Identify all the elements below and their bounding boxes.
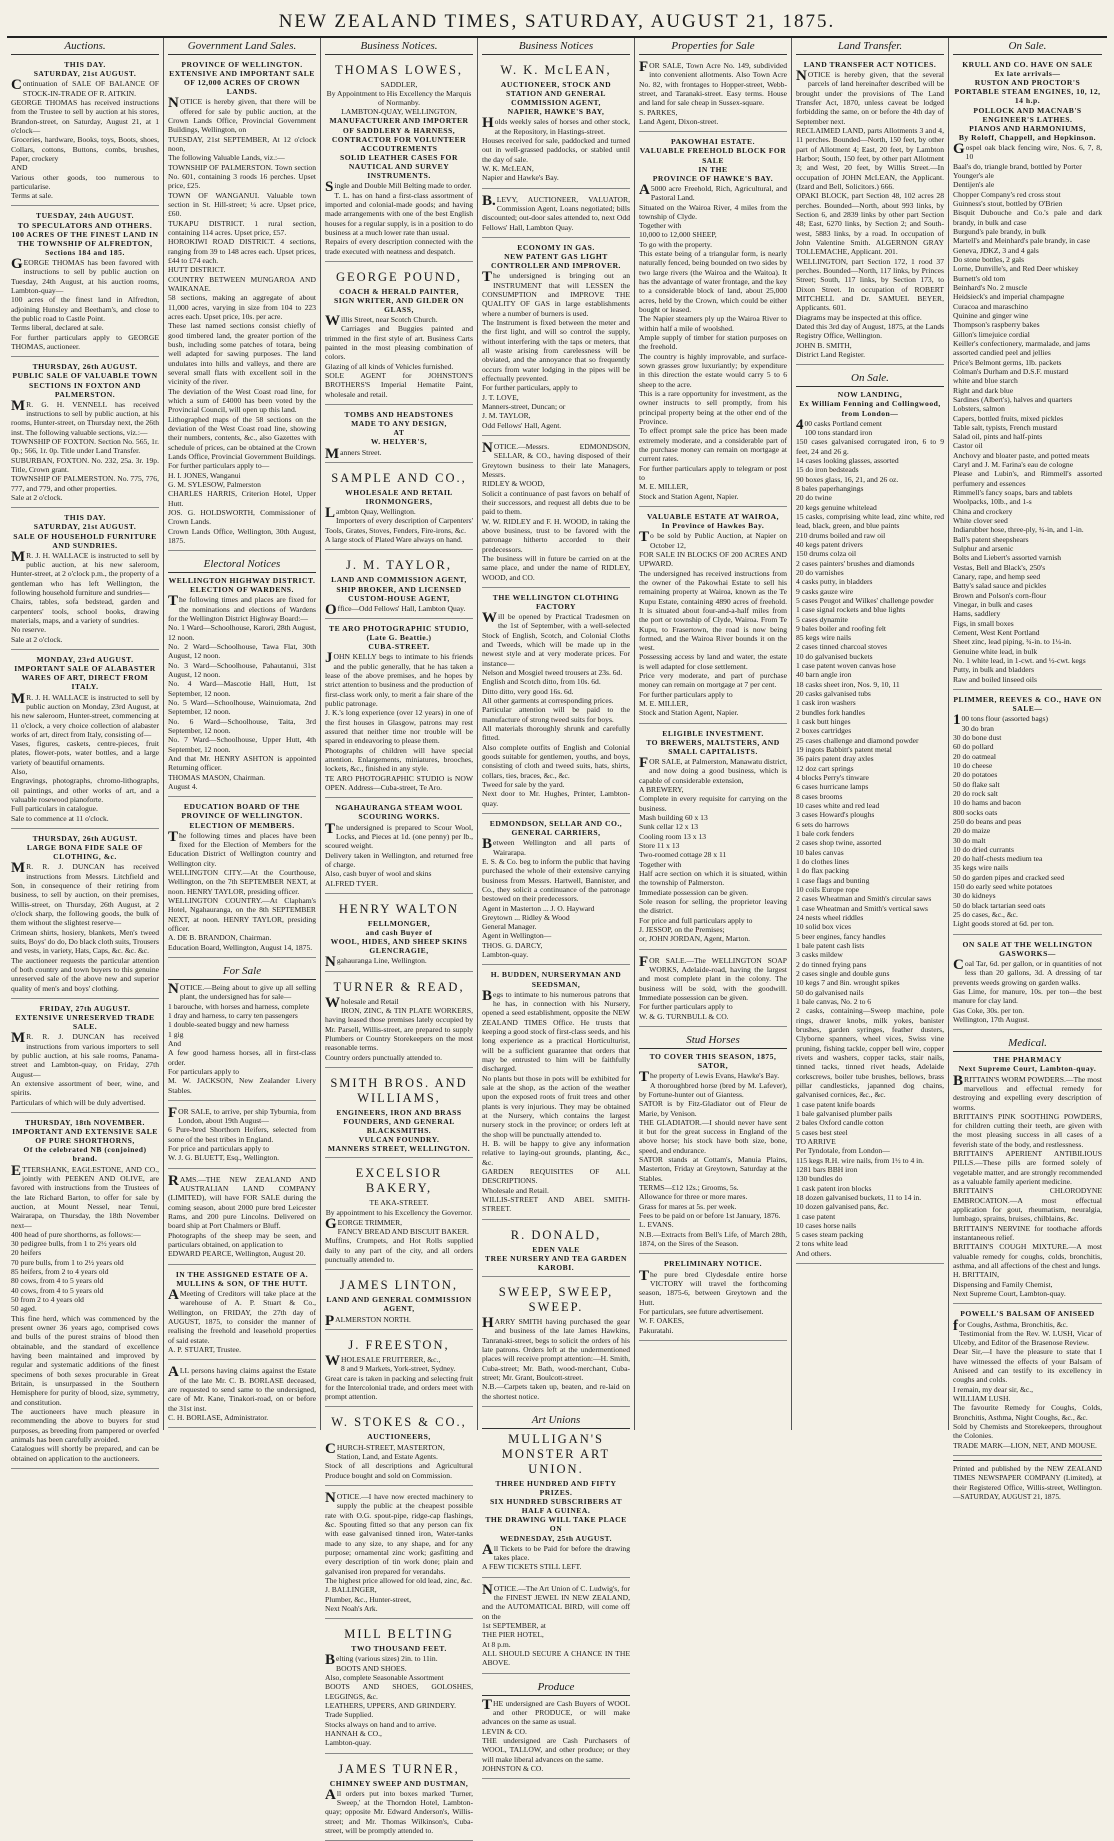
advertisement <box>168 58 316 551</box>
ad-headline: LAND TRANSFER ACT NOTICES. <box>803 60 937 69</box>
ad-body: NOTICE is hereby given, that there will be offered for sale by public auction, at the Crown Lands Office, Provincial Government Buildings, Wellington, on TUESDAY, 21st SEPTEMBER, At 12 o'clock noon, The following Valuable Lands, viz.:— TOWNSHIP OF PALMERSTON. Town section No. 601, containing 3 roods 16 perches. Upset price, £25. TOWN OF WANGANUI. Valuable town section in St. Hill-street; ¼ acre. Upset price, £60. TUKAPU DISTRICT. 1 rural section, containing 114 acres. Upset price, £57. HOROKIWI ROAD DISTRICT. 4 sections, ranging from 39 to 148 acres each. Upset prices, £44 to £74 each. HUTT DISTRICT. COUNTRY BETWEEN MUNGAROA AND WAIKANAE. 58 sections, making an aggregate of about 11,000 acres, varying in size from 104 to 223 acres each. Upset price, 10s. per acre. These last named sections consist chiefly of good timbered land, the greater portion of the bush, including some patches of totara, being well adapted for sawing purposes. The land undulates into hills and valleys, and there are several small flats with excellent soil in the vicinity of the river. The deviation of the West Coast road line, for which a sum of £4000 has been voted by the Provincial Council, will open up this land. Lithographed maps of the 58 sections on the deviation of the West Coast road line, showing their numbers, contents, &c., also Gazettes with schedule of prices, can be obtained at the Crown Lands Office, Provincial Government Buildings. For further particulars apply to— H. I. JONES, Wanganui G. M. SYLESOW, Palmerston CHARLES HARRIS, Criterion Hotel, Upper Hutt. JOS. G. HOLDSWORTH, Commissioner of Crown Lands. Crown Lands Office, Wellington, 30th August, 1875. <box>168 95 316 545</box>
ad-headline: THURSDAY, 26th AUGUST. PUBLIC SALE OF VALUABLE TOWN SECTIONS IN FOXTON AND PALMERSTON. <box>12 362 158 399</box>
ad-headline: VALUABLE ESTATE AT WAIROA, In Province of Hawkes Bay. <box>646 512 779 531</box>
ad-body: THE undersigned are Cash Buyers of WOOL and other PRODUCE, or will make advances on the same as usual. LEVIN & CO. THE undersigned are Cash Purchasers of WOOL, TALLOW, and other produce; or they will make liberal advances on the same. JOHNSTON & CO. <box>482 1696 630 1773</box>
column-heading: Auctions. <box>11 38 159 55</box>
ad-headline: H. BUDDEN, NURSERYMAN AND SEEDSMAN, <box>490 970 622 989</box>
ad-body: The property of Lewis Evans, Hawke's Bay. A thoroughbred horse (bred by M. Lafever), by Fortune-hunter out of Giantess. SATOR is by Fitz-Gladiator out of Fleur de Marie, by Venison. THE GLADIATOR.—I should never have sent it but for the great success in England of the above horse; his stock have both size, bone, speed, and endurance. SATOR stands at Cottam's, Manuia Plains, Masterton, Friday at Greytown, Saturday at the Stables. TERMS—£12 12s.; Grooms, 5s. Allowance for three or more mares. Grass for mares at 5s. per week. Fees to be paid on or before 1st January, 1876. L. EVANS. N.B.—Extracts from Bell's Life, of March 28th, 1874, on the Sires of the Season. <box>639 1069 787 1249</box>
ad-body: FOR SALE, at Palmerston, Manawatu district, and now doing a good business, which is capable of considerable extension, A BREWERY, Complete in every requisite for carrying on the business. Mash building 60 x 13 Sunk cellar 12 x 13 Cooling room 13 x 13 Store 11 x 13 Two-roomed cottage 28 x 11 Together with Half acre section on which it is situated, within the township of Palmerston. Immediate possession can be given. Sole reason for selling, the proprietor leaving the district. For price and full particulars apply to J. JESSOP, on the Premises; or, JOHN JORDAN, Agent, Marton. <box>639 755 787 944</box>
ad-body: To be sold by Public Auction, at Napier on October 12, FOR SALE IN BLOCKS OF 200 ACRES AND UPWARD. The undersigned has received instructions from the owner of the Pakowhai Estate to sell his remaining property at Wairoa, known as the Te Kupu Estate, containing 4890 acres of freehold. It is situated about four-and-a-half miles from the port or township of Clyde, Wairoa. From Te Kupu, to Frasertown, the road is now being formed, and the Wairoa River bounds it on the west. Possessing access by land and water, the estate is well adapted for close settlement. Price very moderate, and part of purchase money can remain on mortgage at 7 per cent. For further particulars apply to M. E. MILLER, Stock and Station Agent, Napier. <box>639 529 787 718</box>
advertiser-subtitle: TE AKA-STREET. By appointment to his Excellency the Governor. <box>325 1198 473 1217</box>
column-1 <box>7 38 164 1463</box>
section-heading: Produce <box>482 1679 630 1696</box>
advertiser-name: W. K. McLEAN, <box>500 63 612 77</box>
ad-body: MR. R. J. DUNCAN has received instructions from Messrs. Litchfield and Son, in consequence of their retiring from business, to sell by auction, on their premises, Willis-street, on Thursday, 26th August, at 2 o'clock sharp, the following goods, the bulk of them without the slightest reserve— Crimean shirts, hosiery, blankets, Men's tweed suits, Boys' do do, Do black cloth suits, Trousers and vests, in variety, Hats, Caps, &c. &c. &c. The auctioneer requests the particular attention of both country and town buyers to this genuine unreserved sale of the above new and superior quality of men's and boys' clothing. <box>11 860 159 993</box>
ad-body: RAMS.—THE NEW ZEALAND AND AUSTRALIAN LAND COMPANY (LIMITED), will have FOR SALE during the coming season, about 2000 pure bred Leicester Rams, and 200 pure Lincolns. Delivered on board ship at Port Chalmers or Bluff. Photographs of the sheep may be seen, and particulars obtained, on application to EDWARD PEARCE, Wellington, August 20. <box>168 1172 316 1259</box>
advertisement <box>639 1030 787 1254</box>
imprint <box>953 1460 1102 1501</box>
ad-headline: WHOLESALE AND RETAIL IRONMONGERS, <box>345 487 453 506</box>
ad-body: AMeeting of Creditors will take place at the warehouse of A. P. Stuart & Co., Wellington, on FRIDAY, the 27th day of AUGUST, 1875, to consider the manner of realising the freehold and leasehold properties of said estate. A. P. STUART, Trustee. <box>168 1286 316 1354</box>
advertisement <box>168 1104 316 1169</box>
advertiser-name: THOMAS LOWES, <box>334 63 464 77</box>
advertiser-name: J. M. TAYLOR, <box>346 558 452 573</box>
advertisement <box>325 1622 473 1753</box>
column-2 <box>164 38 321 1430</box>
advertisement <box>482 1410 630 1578</box>
ad-body: Will be opened by Practical Tradesmen on the 1st of September, with a well-selected Stock of English, Scotch, and Colonial Cloths and Tweeds, which will be made up in the newest style and at very moderate prices. For instance— Nelson and Mosgiel tweed trousers at 23s. 6d. English and Scotch ditto, from 10s. 6d. Ditto ditto, very good 16s. 6d. All other garments at corresponding prices. Particular attention will be paid to the manufacture of strong tweed suits for boys. All materials thoroughly shrunk and carefully fitted. Also complete outfits of English and Colonial goods suitable for gentlemen, youths, and boys, consisting of cloth and tweed suits, hats, shirts, collars, ties, braces, &c., &c. Tweed for sale by the yard. Next door to Mr. Hughes, Printer, Lambton-quay. <box>482 610 630 808</box>
advertisement <box>639 953 787 1027</box>
ad-body: NOTICE.—I have now erected machinery to supply the public at the cheapest possible rate with O.G. spout-pipe, ridge-cap flashings, &c. Spouting fitted so that any person can fix with ease galvanised tinned iron, Water-tanks made to any size, to any shape, and for any purpose; ornamental zinc work; gasfitting and every description of tin work done; plain and galvanised iron prepared for verandahs. The highest price allowed for old lead, zinc, &c. J. BALLINGER, Plumber, &c., Hunter-street, Next Noah's Ark. <box>325 1489 473 1613</box>
ad-body: Willis Street, near Scotch Church. Carriages and Buggies painted and trimmed in the first style of art. Business Carts painted in the most pleasing combination of colors. Glazing of all kinds of Vehicles furnished. SOLE AGENT for JOHNSTON'S BROTHERS'S Imperial Hematite Paint, wholesale and retail. <box>325 313 473 399</box>
ad-body: Lambton Quay, Wellington. Importers of every description of Carpenters' Tools, Grates, Stoves, Fenders, Fire-irons, &c. A large stock of Plated Ware always on hand. <box>325 505 473 545</box>
advertisement <box>796 58 944 365</box>
advertisement <box>325 1071 473 1159</box>
ad-body: All orders put into boxes marked 'Turner, Sweep,' at the Thorndon Hotel, Lambton-quay; opposite Mr. Edward Anderson's, Willis-street; and Mr. Thomas Wilkinson's, Cuba-street, will be promptly attended to. <box>325 1786 473 1835</box>
ad-headline: THIS DAY. SATURDAY, 21st AUGUST. SALE OF HOUSEHOLD FURNITURE AND SUNDRIES. <box>13 513 157 550</box>
advertisement <box>168 554 316 797</box>
advertisement <box>11 1116 159 1469</box>
advertisement <box>325 975 473 1068</box>
column-heading: Government Land Sales. <box>168 38 316 55</box>
ad-headline: IN THE ASSIGNED ESTATE OF A. MULLINS & SON, OF THE HUTT. <box>175 1269 309 1288</box>
ad-body: FOR SALE, Town Acre No. 149, subdivided into convenient allotments. Also Town Acre No. 82, with frontages to Hopper-street, Webb-street, and Taranaki-street. Easy terms. House and land for sale cheap in Sussex-square. S. PARKES, Land Agent, Dixon-street. <box>639 59 787 126</box>
advertisement <box>482 817 630 965</box>
column-heading: On Sale. <box>953 38 1102 55</box>
ad-body: JOHN KELLY begs to intimate to his friends and the public generally, that he has taken a lease of the above premises, and he hopes by strict attention to business and the production of first-class work only, to merit a fair share of the public patronage. J. K.'s long experience (over 12 years) in one of the first houses in Glasgow, patrons may rest assured that neither time nor trouble will be spared in endeavoring to please them. Photographs of children will have special attention. Enlargements, miniatures, brooches, lockets, &c., finished in any style. TE ARO PHOTOGRAPHIC STUDIO is NOW OPEN. Address—Cuba-street, Te Aro. <box>325 650 473 792</box>
ad-body: CHURCH-STREET, MASTERTON, Station, Land, and Estate Agents. Stock of all descriptions and Agricultural Produce bought and sold on Commission. <box>325 1440 473 1480</box>
ad-headline: NOW LANDING, Ex William Fenning and Collingwood, from London— <box>799 390 941 418</box>
advertisement <box>168 1363 316 1428</box>
advertisement <box>11 511 159 650</box>
advertisement <box>953 1307 1102 1456</box>
ad-body: Wholesale and Retail IRON, ZINC, & TIN PLATE WORKERS, having leased those premises lately occupied by Mr. Parsell, Willis-street, are prepared to supply Plumbers or Country Storekeepers on the most reasonable terms. Country orders punctually attended to. <box>325 994 473 1062</box>
ad-body: The pure bred Clydesdale entire horse VICTORY will travel the forthcoming season, 1875-6, between Greytown and the Hutt. For particulars, see future advertisement. W. F. OAKES, Pakuratahi. <box>639 1267 787 1335</box>
section-heading: Art Unions <box>482 1412 630 1429</box>
ad-body: FOR SALE, to arrive, per ship Tyburnia, from London, about 19th August— 6 Pure-bred Shorthorn Heifers, selected from some of the best tribes in England. For price and particulars apply to W. J. G. BLUETT, Esq., Wellington. <box>168 1104 316 1163</box>
advertisement <box>11 832 159 999</box>
advertisement <box>325 801 473 894</box>
newspaper-page <box>7 7 1107 1835</box>
ad-body: All Tickets to be Paid for before the drawing takes place. A FEW TICKETS STILL LEFT. <box>482 1541 630 1572</box>
advertisement <box>325 1410 473 1485</box>
ad-body: 100 tons flour (assorted bags) 30 do bran 30 do bone dust 60 do pollard 20 do oatmeal 10 do cheese 20 do potatoes 50 do flake salt 20 do rock salt 10 do hams and bacon 800 socks oats 250 do beans and peas 20 do maize 30 do malt 10 do dried currants 20 do half-chests medium tea 35 kegs wire nails 50 do garden pipes and cracked seed 150 do early seed white potatoes 30 do kidneys 50 do black tartarian seed oats 25 do cases, &c., &c. Light goods stored at 6d. per ton. <box>953 712 1065 929</box>
advertisement <box>953 1033 1102 1304</box>
ad-headline: LAND AND GENERAL COMMISSION AGENT, <box>326 1295 472 1314</box>
masthead: NEW ZEALAND TIMES, SATURDAY, AUGUST 21, 1875. <box>7 7 1107 38</box>
advertisement <box>482 591 630 814</box>
ad-headline: FELLMONGER, and cash Buyer of WOOL, HIDES, AND SHEEP SKINS GLENCRAGIE, <box>330 918 468 956</box>
ad-body: The following times and places are fixed for the nominations and elections of Wardens for the Wellington District Highway Board:— No. 1 Ward—Schoolhouse, Karori, 28th August, 12 noon. No. 2 Ward—Schoolhouse, Tawa Flat, 30th August, 12 noon. No. 3 Ward—Schoolhouse, Pahautanui, 31st August, 12 noon. No. 4 Ward—Mascotie Hall, Hutt, 1st September, 12 noon. No. 5 Ward—Schoolhouse, Wainuiomata, 2nd September, 12 noon. No. 6 Ward—Schoolhouse, Taita, 3rd September, 12 noon. No. 7 Ward—Schoolhouse, Upper Hutt, 4th September, 12 noon. And that Mr. HENRY ASHTON is appointed Returning officer. THOMAS MASON, Chairman. August 4. <box>168 593 316 791</box>
ad-body: Manners Street. <box>325 445 382 462</box>
column-heading: Properties for Sale <box>639 38 787 55</box>
ad-body: GEORGE THOMAS has been favored with instructions to sell by public auction on Tuesday, 24th August, at his auction rooms, Lambton-quay— 100 acres of the finest land in Alfredton, adjoining Hunsley and Beetham's, and close to the public road to Castle Point. Terms liberal, declared at sale. For further particulars apply to GEORGE THOMAS, auctioneer. <box>11 256 159 351</box>
advertisement <box>11 653 159 829</box>
ad-headline: THE WELLINGTON CLOTHING FACTORY <box>492 592 620 611</box>
ad-headline: TE ARO PHOTOGRAPHIC STUDIO, (Late G. Beattie.) CUBA-STREET. <box>329 624 469 652</box>
column-6 <box>792 38 949 1430</box>
advertisement <box>639 1257 787 1340</box>
advertisement <box>953 58 1102 690</box>
ad-body: Ngahauranga Line, Wellington. <box>325 954 427 971</box>
columns <box>7 38 1107 1835</box>
advertisement <box>796 368 944 1264</box>
advertiser-name: GEORGE POUND, <box>336 269 462 284</box>
advertisement <box>482 1280 630 1407</box>
advertisement <box>325 265 473 405</box>
advertiser-name: MULLIGAN'S MONSTER ART UNION. <box>501 1431 611 1476</box>
advertisement <box>325 1273 473 1330</box>
ad-body: The undersigned is bringing out an INSTRUMENT that will LESSEN the CONSUMPTION and IMPROVE THE QUALITY OF GAS in large establishments where a number of burners is used. The Instrument is fixed between the meter and the first light, and will so control the supply, without interfering with the taps or meters, that all waste arising from carelessness will be obviated, and the annoyance that so frequently occurs from water lodging in the pipes will be effectually prevented. For further particulars, apply to J. T. LOVE, Manners-street, Duncan; or J. M. TAYLOR, Odd Fellows' Hall, Agent. <box>482 269 630 430</box>
ad-headline: PROVINCE OF WELLINGTON. EXTENSIVE AND IMPORTANT SALE OF 12,000 ACRES OF CROWN LANDS. <box>169 60 315 97</box>
section-heading: Medical. <box>953 1035 1102 1052</box>
ad-body: Begs to intimate to his numerous patrons that he has, in connection with his Nursery, opened a seed establishment, opposite the NEW ZEALAND TIMES Office. He trusts that keeping a good stock of first-class seeds, and his long experience as a practical Horticulturist, will be a sufficient guarantee that orders that may be entrusted to him will be faithfully discharged. No plants but those in pots will be exhibited for sale at the shop, as the action of the weather upon the exposed roots of fruit trees and other plants is very injurious. They may be obtained at the Nursery, which contains the largest nursery stock in the province; or orders left at the shop will be punctually attended to. H. B. will be happy to give any information relative to laying-out grounds, planting, &c., &c. GARDEN REQUISITES OF ALL DESCRIPTIONS. Wholesale and Retail. WILLIS-STREET AND ABEL SMITH-STREET. <box>482 987 630 1214</box>
ad-headline: THURSDAY, 26th AUGUST. LARGE BONA FIDE SALE OF CLOTHING, &c. <box>26 834 144 862</box>
ad-headline: PLIMMER, REEVES & CO., HAVE ON SALE— <box>953 695 1102 714</box>
advertisement <box>325 408 473 463</box>
ad-body: ALL persons having claims against the Estate of the late Mr. C. B. BORLASE deceased, are requested to send same to the undersigned, care of Mr. Kane, Tinakori-road, on or before the 31st inst. C. H. BORLASE, Administrator. <box>168 1364 316 1422</box>
ad-headline: ENGINEERS, IRON AND BRASS FOUNDERS, AND GENERAL BLACKSMITHS. VULCAN FOUNDRY. MANNERS STREET, WELLINGTON. <box>327 1107 471 1154</box>
advertisement <box>325 553 473 619</box>
ad-body: B.LEVY, AUCTIONEER, VALUATOR, Commission Agent, Loans negotiated; bills discounted; out-door sales attended to, next Odd Fellows' Hall, Lambton Quay. <box>482 192 630 232</box>
ad-body: 400 casks Portland cement 100 tons standard iron 150 cases galvanised corrugated iron, 6 to 9 feet, 24 and 26 g. 14 cases looking glasses, assorted 15 do iron bedsteads 90 boxes glass, 16, 21, and 26 oz. 8 bales paperhangings 20 do twine 20 kegs genuine whitelead 15 casks, comprising white lead, zinc white, red lead, black, green, and blue paints 210 drums boiled and raw oil 40 kegs patent drivers 150 drums colza oil 2 cases painters' brushes and diamonds 20 do varnishes 4 casks putty, in bladders 9 casks gauze wire 5 cases Peugot and Wilkes' challenge powder 1 case signal rockets and blue lights 5 cases dynamite 9 bales boiler and roofing felt 85 kegs wire nails 2 cases tinned charcoal stoves 10 do galvanised buckets 1 case patent woven canvas hose 40 barn angle iron 18 casks sheet iron, Nos. 9, 10, 11 20 casks galvanised tubs 1 cask iron washers 2 bundles fork handles 1 cask butt hinges 2 boxes cartridges 25 cases challenge and diamond powder 19 ingots Babbitt's patent metal 36 pairs patent dray axles 12 doz cart springs 4 blocks Perry's tinware 6 cases hurricane lamps 8 cases brooms 10 cases white and red lead 3 cases Howard's ploughs 6 sets do harrows 1 bale cork fenders 2 cases shop twine, assorted 10 bales canvas 1 do clothes lines 1 do flax packing 1 case flags and bunting 10 coils Europe rope 2 cases Wheatman and Smith's circular saws 1 case Wheatman and Smith's vertical saws 24 nests wheel riddles 10 solid box vices 5 beer engines, fancy handles 1 bale patent cash lists 3 casks mildew 2 do tinned frying pans 2 cases single and double guns 10 kegs 7 and 8in. wrought spikes 50 do galvanised nails 1 bale canvas, No. 2 to 6 2 casks, containing—Sweep machine, pole rings, drawer knobs, milk yokes, banister brushes, garden syringes, feather dusters, Clyborne spanners, wheel vices, Swiss vine pruning, fishing tackle, copper bell wire, copper rivets and washers, copper tacks, stair nails, tinned tacks, tinned rivet heads, Adelaide corkscrews, boiler tube brushes, bellows, brass pillar candlesticks, japanned dog chains, galvanised cornices, &c., &c. 1 case patent knife boards 1 bale galvanised plumber pails 2 bales Oxford candle cotton 5 cases best steel TO ARRIVE Per Tyndotale, from London— 115 kegs R.H. wire nails, from 1½ to 4 in. 1281 bars BBH iron 130 bundles do 1 cask patent iron blocks 18 dozen galvanised buckets, 11 to 14 in. 10 dozen galvanised pans, &c. 1 case patent 10 cases horse nails 5 cases steam packing 2 tons white lead And others. <box>796 416 944 1258</box>
ad-headline: COACH & HERALD PAINTER, SIGN WRITER, AND GILDER ON GLASS, <box>334 286 464 315</box>
column-3 <box>321 38 478 1835</box>
ad-body: for Coughs, Asthma, Bronchitis, &c. Testimonial from the Rev. W. LUSH, Vicar of Ulceby, and Editor of the Brasenose Review. Dear Sir,—I have the pleasure to state that I have witnessed the effects of your Balsam of Aniseed and can testify to its excellency in coughs and colds. I remain, my dear sir, &c., WILLIAM LUSH. The favourite Remedy for Coughs, Colds, Bronchitis, Asthma, Night Coughs, &c., &c. Sold by Chemists and Storekeepers, throughout the Colonies. TRADE MARK—LION, NET, AND MOUSE. <box>953 1317 1102 1450</box>
ad-body: NOTICE.—The Art Union of C. Ludwig's, for the FINEST JEWEL IN NEW ZEALAND, and the AUTOMATICAL BIRD, will come off on the 1st SEPTEMBER, at THE PIER HOTEL, At 8 p.m. ALL SHOULD SECURE A CHANCE IN THE ABOVE. <box>482 1581 630 1668</box>
advertiser-name: JAMES LINTON, <box>339 1278 459 1293</box>
ad-body: MR. J. H. WALLACE is instructed to sell by public auction, at his new saleroom, Hunter-street, at 2 o'clock p.m., the property of a gentleman who has left Wellington, the following household furniture and sundries— Chairs, tables, sofa bedstead, garden and carpenters' tools, school books, drawing materials, maps, and a variety of sundries. No reserve. Sale at 2 o'clock. <box>11 548 159 644</box>
advertiser-name: W. STOKES & CO., <box>331 1415 467 1430</box>
ad-body: MR. R. J. DUNCAN has received instructions from various importers to sell by public auction, at his sale rooms, Panama-street and Lambton-quay, on Friday, 27th August— An extensive assortment of beer, wine, and spirits. Particulars of which will be duly advertised. <box>11 1030 159 1107</box>
ad-headline: FRIDAY, 27th AUGUST. EXTENSIVE UNRESERVED TRADE SALE. <box>15 1004 155 1032</box>
advertisement <box>168 1172 316 1265</box>
advertisement <box>482 439 630 588</box>
column-4 <box>478 38 635 1773</box>
ad-headline: POWELL'S BALSAM OF ANISEED <box>960 1309 1095 1319</box>
column-heading: Business Notices. <box>325 38 473 55</box>
ad-body: PALMERSTON NORTH. <box>325 1312 411 1329</box>
advertiser-name: SMITH BROS. AND WILLIAMS, <box>330 1075 468 1105</box>
ad-headline: TUESDAY, 24th AUGUST. TO SPECULATORS AND OTHERS. 100 ACRES OF THE FINEST LAND IN THE TOWNSHIP OF ALFREDTON, Sections 184 and 185. <box>11 211 159 257</box>
advertisement <box>325 466 473 551</box>
advertisement <box>325 622 473 798</box>
ad-body: WHOLESALE FRUITERER, &c., 8 and 9 Markets, York-street, Sydney. Great care is taken in packing and selecting fruit for the Intercolonial trade, and orders meet with prompt attention. <box>325 1352 473 1402</box>
ad-headline: NGAHAURANGA STEAM WOOL SCOURING WORKS. <box>335 803 463 822</box>
section-heading: On Sale. <box>796 370 944 387</box>
column-7 <box>949 38 1106 1501</box>
ad-headline: TO COVER THIS SEASON, 1875, SATOR, <box>649 1051 777 1071</box>
advertiser-name: J. FREESTON, <box>348 1337 450 1352</box>
advertisement <box>325 1757 473 1841</box>
ad-headline: KRULL AND CO. HAVE ON SALE Ex late arrivals— RUSTON AND PROCTOR'S PORTABLE STEAM ENGINES, 10, 12, 14 h.p. POLLOCK AND MACNAB'S ENGINEER'S LATHES. PIANOS AND HARMONIUMS, By Roloff, Chappell, and Hopkinson. <box>954 60 1101 142</box>
ad-headline: ECONOMY IN GAS. NEW PATENT GAS LIGHT CONTROLLER AND IMPROVER. <box>491 243 621 271</box>
advertisement <box>953 693 1102 935</box>
advertisement <box>11 209 159 357</box>
ad-headline: EDUCATION BOARD OF THE PROVINCE OF WELLINGTON. ELECTION OF MEMBERS. <box>181 802 303 830</box>
ad-body: Between Wellington and all parts of Wairarapa. E. S. & Co. beg to inform the public that having purchased the whole of their extensive carrying business from Messrs. Hartwell, Bannister, and Co., they solicit a continuance of the patronage bestowed on their predecessors. Agent in Masterton ... J. O. Hayward Greytown ... Ridley & Wood General Manager. Agent in Wellington— THOS. G. DARCY, Lambton-quay. <box>482 836 630 960</box>
ad-headline: AUCTIONEER, STOCK AND STATION AND GENERAL COMMISSION AGENT, NAPIER, HAWKE'S BAY, <box>500 80 612 117</box>
ad-headline: EDEN VALE TREE NURSERY AND TEA GARDEN KAROBI. <box>485 1244 627 1272</box>
ad-headline: WELLINGTON HIGHWAY DISTRICT. ELECTION OF WARDENS. <box>168 576 316 595</box>
ad-headline: EDMONDSON, SELLAR AND CO., GENERAL CARRIERS, <box>489 818 623 838</box>
advertisement <box>11 360 159 508</box>
ad-headline: MONDAY, 23rd AUGUST. IMPORTANT SALE OF ALABASTER WARES OF ART, DIRECT FROM ITALY. <box>14 655 156 692</box>
advertiser-name: EXCELSIOR BAKERY, <box>355 1166 443 1196</box>
advertisement <box>168 800 316 958</box>
ad-body: NOTICE is hereby given, that the several parcels of land hereinafter described will be brought under the provisions of The Land Transfer Act, 1870, unless caveat be lodged forbidding the same, on or before the 4th day of September next. RECLAIMED LAND, parts Allotments 3 and 4, 11 perches. Bounded—North, 150 feet, by other part of Allotment 4; East, 20 feet, by Lambton Harbor; South, 150 feet, by other part Allotment 3; and West, 20 feet, by Willis Street.—In occupation of JOHN McLEAN, the Applicant. (Izard and Bell, Solicitors.) 666. OPAKI BLOCK, part Section 48, 102 acres 28 perches. Bounded—North, about 993 links, by Section 6, and 2839 links by other part Section 48; East, 6270 links, by Section 2; and South-west, 5883 links, by a road. In occupation of John Valentine Smith. ALGERNON GRAY TOLLEMACHE, Applicant. 201. WELLINGTON, part Section 172, 1 rood 37 perches. Bounded—North, 117 links, by Princes Street; South, 117 links, by Section 173, to Dixon Street. In occupation of ROBERT MITCHELL and Dr. SAMUEL BEYER, Applicants. 601. Diagrams may be inspected at this office. Dated this 3rd day of August, 1875, at the Lands Registry Office, Wellington. JOHN B. SMITH, District Land Register. <box>796 68 944 359</box>
advertiser-name: SAMPLE AND CO., <box>331 470 467 485</box>
ad-body: Coal Tar, 6d. per gallon, or in quantities of not less than 20 gallons, 3d. A dressing of tar prevents weeds growing on garden walks. Gas Lime, for manure, 10s. per ton—the best manure for clay land. Gas Coke, 30s. per ton. Wellington, 17th August. <box>953 957 1102 1024</box>
ad-body: Continuation of SALE OF BALANCE OF STOCK-IN-TRADE OF R. AITKIN. GEORGE THOMAS has received instructions from the Trustee to sell by auction at his stores, Brandon-street, on Saturday, August 21, at 1 o'clock— Groceries, hardware, Books, toys, Boots, shoes, Collars, cottons, Buttons, combs, brushes, Paper, crockery AND Various other goods, too numerous to particularise. Terms at sale. <box>11 77 159 201</box>
ad-headline: THURSDAY, 18th NOVEMBER. IMPORTANT AND EXTENSIVE SALE OF PURE SHORTHORNS, Of the celebrated NB (conjoined) brand. <box>12 1117 158 1164</box>
advertisement <box>953 938 1102 1031</box>
advertiser-subtitle: SADDLER, By Appointment to His Excellency the Marquis of Normanby. LAMBTON-QUAY, WELLINGTON, <box>326 80 472 117</box>
advertiser-name: MILL BELTING <box>344 1627 454 1642</box>
advertiser-name: HENRY WALTON <box>338 901 460 916</box>
column-5 <box>635 38 792 1430</box>
ad-headline: THIS DAY. SATURDAY, 21st AUGUST. <box>33 60 137 79</box>
ad-body: Belting (various sizes) 2in. to 11in. BOOTS AND SHOES. Also, complete Seasonable Assortment BOOTS AND SHOES, GOLOSHES, LEGGINGS, &c. LEATHERS, UPPERS, AND GRINDERY. Trade Supplied. Stocks always on hand and to arrive. HANNAH & CO., Lambton-quay. <box>325 1652 473 1748</box>
advertisement <box>482 241 630 436</box>
advertisement <box>639 135 787 507</box>
ad-body: Single and Double Mill Belting made to order. T. L. has on hand a first-class assortment of imported and colonial-made goods; and having made arrangements with one of the best English houses for a regular supply, is in a position to do business at a much lower rate than usual. Repairs of every description connected with the trade executed with neatness and despatch. <box>325 179 473 256</box>
ad-headline: THE PHARMACY Next Supreme Court, Lambton-quay. <box>958 1055 1097 1074</box>
advertisement <box>325 1161 473 1270</box>
section-heading: Electoral Notices <box>168 556 316 573</box>
advertisement <box>639 510 787 724</box>
section-heading: For Sale <box>168 963 316 980</box>
advertisement <box>325 58 473 262</box>
ad-body: ETTERSHANK, EAGLESTONE, AND CO., jointly with PEEKEN AND OLIVE, are favored with instructions from the Trustees of the late Richard Barton, to offer for sale by auction, at Mount Nessel, near Tenui, Wairarapa, on Thursday, the 18th November next— 400 head of pure shorthorns, as follows:— 30 pedigree bulls, from 1 to 2½ years old 20 heifers 70 pure bulls, from 1 to 2½ years old 85 heifers, from 2 to 4 years old 80 cows, from 4 to 5 years old 40 cows, from 4 to 5 years old 50 from 2 to 4 years old 50 aged. This fine herd, which was commenced by the present owner 36 years ago, comprised cows and bulls of the purest strains of blood then obtainable, and the standard of excellence having been maintained and improved by regular and systematic additions of the finest specimens of both sexes procurable in Great Britain, is unsurpassed in the Southern Hemisphere for purity of blood, size, symmetry, and constitution. The auctioneers have much pleasure in recommending the above to buyers for stud purposes, as breeding from pampered or overfed animals has been carefully avoided. Catalogues will shortly be prepared, and can be obtained on application to the auctioneers. <box>11 1162 159 1463</box>
ad-body: NOTICE.—Being about to give up all selling plant, the undersigned has for sale— 1 barouche, with horses and harness, complete 1 dray and harness, to carry ten passengers 1 double-seated buggy and new harness 1 gig And A few good harness horses, all in first-class order. For particulars apply to M. W. JACKSON, New Zealander Livery Stables. <box>168 980 316 1095</box>
advertisement <box>482 968 630 1219</box>
ad-body: The following times and places have been fixed for the Election of Members for the Education District of Wellington country and Wellington city. WELLINGTON CITY.—At the Courthouse, Wellington, on the 7th SEPTEMBER NEXT, at noon. HENRY TAYLOR, presiding officer. WELLINGTON COUNTRY.—At Clapham's Hotel, Ngahauranga, on the 8th SEPTEMBER NEXT, at noon. HENRY TAYLOR, presiding officer. A. DE B. BRANDON, Chairman. Education Board, Wellington, August 14, 1875. <box>168 828 316 952</box>
advertisement <box>482 192 630 238</box>
ad-body: The undersigned is prepared to Scour Wool, Locks, and Pieces at 1d. (one penny) per lb., scoured weight. Delivery taken in Wellington, and returned free of charge. Also, cash buyer of wool and skins ALFRED TYER. <box>325 820 473 888</box>
advertisement <box>482 1581 630 1674</box>
advertisement <box>639 727 787 950</box>
advertisement <box>639 58 787 132</box>
imprint-text: Printed and published by the NEW ZEALAND TIMES NEWSPAPER COMPANY (Limited), at their Registered Office, Willis-street, Wellington.—SATURDAY, AUGUST 21, 1875. <box>953 1464 1102 1501</box>
ad-headline: PRELIMINARY NOTICE. <box>664 1259 762 1269</box>
advertisement <box>11 1002 159 1113</box>
advertisement <box>168 961 316 1101</box>
advertisement <box>482 1677 630 1780</box>
ad-body: HARRY SMITH having purchased the gear and business of the late James Hawkins, Tanranaki-street, begs to solicit the orders of his late patrons. Orders left at the undermentioned places will receive prompt attention:—H. Smith, Cuba-street; Mr. Bath, wood-merchant, Cuba-street; Mr. Grant, Boulcott-street. N.B.—Carpets taken up, beaten, and re-laid on the shortest notice. <box>482 1314 630 1401</box>
ad-body: GEORGE TRIMMER, FANCY BREAD AND BISCUIT BAKER. Muffins, Crumpets, and Hot Rolls supplied daily to any part of the city, and all orders punctually attended to. <box>325 1215 473 1264</box>
ad-headline: MANUFACTURER AND IMPORTER OF SADDLERY & HARNESS, CONTRACTOR FOR VOLUNTEER ACCOUTREMENTS SOLID LEATHER CASES FOR NAUTICAL AND SURVEY INSTRUMENTS. <box>329 116 469 181</box>
section-heading: Stud Horses <box>639 1032 787 1049</box>
ad-body: BRITTAIN'S WORM POWDERS.—The most marvellous and effectual remedy for destroying and expelling every description of worms. BRITTAIN'S PINK SOOTHING POWDERS, for children cutting their teeth, are given with the most pleasing success in all cases of a feverish state of the body, and restlessness. BRITTAIN'S APERIENT ANTIBILIOUS PILLS.—These pills are formed solely of vegetable matter, and are strongly recommended as a valuable family aperient medicine. BRITTAIN'S CHLORODYNE EMBROCATION.—A most effectual application for gout, rheumatism, neuralgia, lumbago, sprains, bruises, chilblains, &c. BRITTAIN'S NERVINE for toothache affords instantaneous relief. BRITTAIN'S COUGH MIXTURE.—A most valuable remedy for coughs, colds, bronchitis, asthma, and all affections of the chest and lungs. H. BRITTAIN, Dispensing and Family Chemist, Next Supreme Court, Lambton-quay. <box>953 1072 1102 1299</box>
advertiser-name: R. DONALD, <box>510 1227 602 1242</box>
advertisement <box>325 1333 473 1408</box>
advertisement <box>168 1268 316 1361</box>
advertisement <box>325 1489 473 1619</box>
ad-body: Office—Odd Fellows' Hall, Lambton Quay. <box>325 601 466 618</box>
ad-headline: CHIMNEY SWEEP AND DUSTMAN, <box>329 1778 469 1788</box>
ad-headline: ELIGIBLE INVESTMENT. TO BREWERS, MALTSTERS, AND SMALL CAPITALISTS. <box>646 728 780 756</box>
advertiser-name: SWEEP, SWEEP, SWEEP. <box>498 1284 614 1314</box>
ad-headline: TOMBS AND HEADSTONES MADE TO ANY DESIGN, AT W. HELYER'S, <box>344 410 454 447</box>
advertisement <box>482 1223 630 1277</box>
ad-body: A5000 acre Freehold, Rich, Agricultural, and Pastoral Land. Situated on the Wairoa River, 4 miles from the township of Clyde. Together with 10,000 to 12,000 SHEEP, To go with the property. This estate being of a triangular form, is nearly naturally fenced, being bounded on two sides by two large rivers (the Wairoa and the Waitoa). It has the advantage of water frontage, and the key to a considerable block of land, about 25,000 acres, held by the Crown, which could be either bought or leased. The Napier steamers ply up the Wairoa River to within half a mile of woolshed. Ample supply of timber for station purposes on the freehold. The country is highly improvable, and surface-sown grasses grow luxuriantly; by expenditure in this direction the estate would carry 5 to 6 sheep to the acre. This is a rare opportunity for investment, as the owner instructs to sell promptly, from his principal property being at the other end of the Province. To effect prompt sale the price has been made extremely moderate, and a considerable part of the purchase money can remain on mortgage at current rates. For further particulars apply to telegram or post to M. E. MILLER, Stock and Station Agent, Napier. <box>639 181 787 501</box>
ad-headline: TWO THOUSAND FEET. <box>351 1644 447 1654</box>
advertiser-name: TURNER & READ, <box>333 979 465 994</box>
column-heading: Business Notices <box>482 38 630 55</box>
ad-body: MR. G. H. VENNELL has received instructions to sell by public auction, at his rooms, Hunter-street, on Thursday next, the 26th inst. The following valuable sections, viz.:— TOWNSHIP OF FOXTON. Section No. 565, 1r. 0p.; 566, 1r. 0p. Title under Land Transfer. SUBURBAN, FOXTON. No. 232, 25a. 3r. 19p. Title, Crown grant. TOWNSHIP OF PALMERSTON. No. 775, 776, 777, and 779, and other properties. Sale at 2 o'clock. <box>11 397 159 503</box>
advertisement <box>482 58 630 189</box>
ad-body: MR. J. H. WALLACE is instructed to sell by public auction on Monday, 23rd August, at his new saleroom, Hunter-street, commencing at 11 o'clock, a very choice collection of alabaster works of art, direct from Italy, consisting of— Vases, figures, caskets, centre-pieces, fruit plates, flower-pots, water bottles, and a large variety of beautiful ornaments. Also, Engravings, photographs, chromo-lithographs, oil paintings, and other works of art, and a valuable rosewood pianoforte. Full particulars in catalogue. Sale to commence at 11 o'clock. <box>11 690 159 823</box>
advertisement <box>325 897 473 972</box>
advertiser-name: JAMES TURNER, <box>338 1761 460 1776</box>
ad-body: FOR SALE.—The WELLINGTON SOAP WORKS, Adelaide-road, having the largest and most complete plant in the colony. The business will be sold, with the goodwill. Immediate possession can be given. For further particulars apply to W. & G. TURNBULL & CO. <box>639 953 787 1021</box>
ad-headline: LAND AND COMMISSION AGENT, SHIP BROKER, AND LICENSED CUSTOM-HOUSE AGENT, <box>331 575 467 603</box>
ad-headline: THREE HUNDRED AND FIFTY PRIZES. SIX HUNDRED SUBSCRIBERS AT HALF A GUINEA. THE DRAWING WILL TAKE PLACE ON WEDNESDAY, 25th AUGUST. <box>485 1478 627 1543</box>
column-heading: Land Transfer. <box>796 38 944 55</box>
ad-headline: AUCTIONEERS, <box>367 1432 431 1442</box>
advertisement <box>11 58 159 206</box>
ad-headline: ON SALE AT THE WELLINGTON GASWORKS— <box>962 939 1093 958</box>
ad-body: NOTICE.—Messrs. EDMONDSON, SELLAR, & CO., having disposed of their Greytown business to their late Managers, Messrs. RIDLEY & WOOD, Solicit a continuance of past favors on behalf of their successors, and request all debts due to be paid to them. W. W. RIDLEY and F. H. WOOD, in taking the above business, trust to be favored with the patronage hitherto accorded to their predecessors. The business will in future be carried on at the same place, and under the name of RIDLEY, WOOD, and CO. <box>482 439 630 582</box>
ad-headline: PAKOWHAI ESTATE. VALUABLE FREEHOLD BLOCK FOR SALE IN THE PROVINCE OF HAWKE'S BAY. <box>639 137 787 183</box>
ad-body: Gospel oak black fencing wire, Nos. 6, 7, 8, 10 Baal's do, triangle brand, bottled by Porter Younger's ale Dentijen's ale Chopper Company's red cross stout Guinness's stout, bottled by O'Brien Bisquit Dubouche and Co.'s pale and dark brandy, in bulk and case Burgund's pale brandy, in bulk Martell's and Meinhard's pale brandy, in case Geneva, JDKZ, 3 and 4 gals Do stone bottles, 2 gals Lorne, Dunville's, and Red Deer whiskey Burnett's old tom Beinhard's No. 2 muscle Heidsieck's and imperial champagne Curacoa and maraschino Quinine and ginger wine Thompson's raspberry bakes Gillon's limejuice cordial Keiller's confectionery, marmalade, and jams assorted candied peel and jellies Price's Belmont germs, 1lb. packets Colman's Durham and D.S.F. mustard white and blue starch Right and dark blue Sardines (Albert's), halves and quarters Lobsters, salmon Capers, bottled fruits, mixed pickles Table salt, typists, French mustard Salad oil, pints and half-pints Castor oil Anchovy and bloater paste, and potted meats Caryl and J. M. Farina's eau de cologne Please and Lubin's, and Rimmell's assorted perfumery and essences Rimmell's fancy soaps, bars and tablets Woolpacks, 10lb., and 1-s China and crockery White clover seed Indiarubber hose, three-ply, ¾-in, and 1-in. Ball's patent sheepshears Sulphur and arsenic Bolts and Liebert's assorted varnish Vestas, Bell and Black's, 250's Canary, rape, and hemp seed Batty's salad sauce and pickles Brown and Polson's corn-flour Vinegar, in bulk and cases Hams, saddlery Figs, in small boxes Cement, West Kent Portland Sheet zinc, lead piping, ¾-in. to 1¼-in. Genuine white lead, in bulk No. 1 white lead, in 1-cwt. and ½-cwt. kegs Putty, in bulk and bladders Raw and boiled linseed oils <box>953 140 1102 684</box>
ad-body: Holds weekly sales of horses and other stock, at the Repository, in Hastings-street. Houses received for sale, paddocked and turned out in well-grassed paddocks, or stabled until the day of sale. W. K. McLEAN, Napier and Hawke's Bay. <box>482 115 630 183</box>
